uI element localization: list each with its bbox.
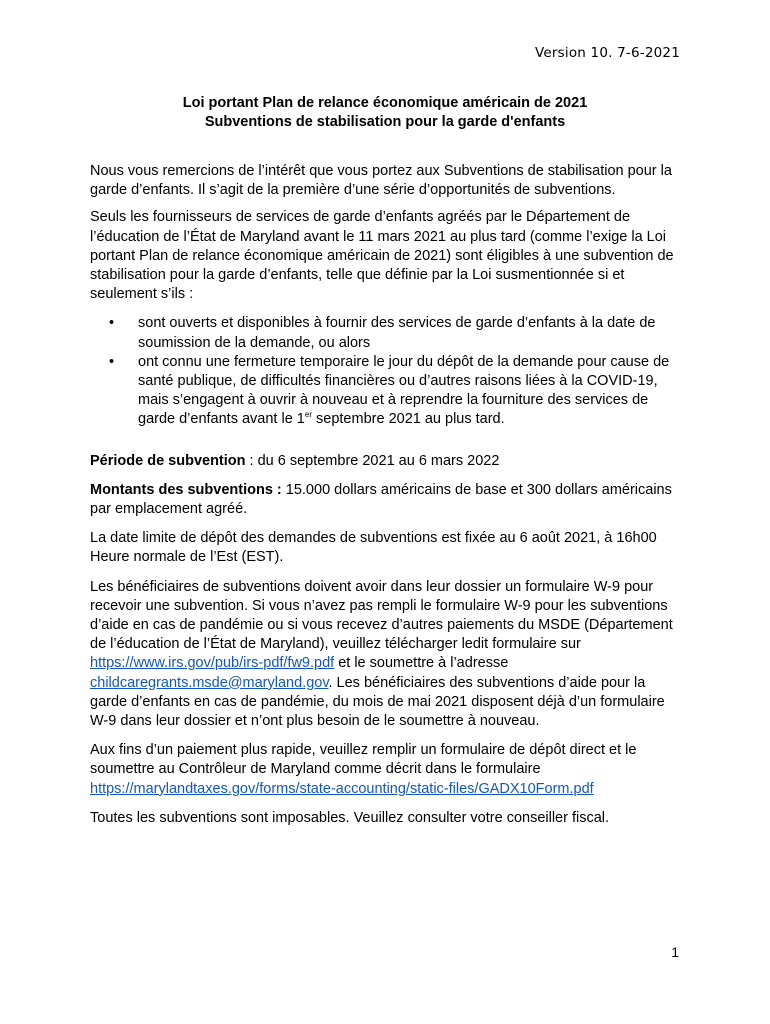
grant-amounts-label: Montants des subventions :	[90, 481, 282, 498]
condition-closure-text: ont connu une fermeture temporaire le jour du dépôt de la demande pour cause de santé publique, de difficultés financières ou d’autres raisons liées à la COVID-19, mais s’engagent à ouvrir à nouveau et à reprendre la fourniture des services de garde d’enfants avant le 1	[138, 353, 670, 428]
condition-open-text: sont ouverts et disponibles à fournir des services de garde d’enfants à la date de soumission de la demande, ou alors	[138, 315, 656, 351]
payment-text: Aux fins d’un paiement plus rapide, veuillez remplir un formulaire de dépôt direct et le soumettre au Contrôleur de Maryland comme décrit dans le formulaire	[90, 742, 637, 778]
version-label: Version 10. 7-6-2021	[535, 45, 680, 61]
payment-paragraph	[90, 741, 682, 799]
gadx10-form-link[interactable]: https://marylandtaxes.gov/forms/state-accounting/static-files/GADX10Form.pdf	[90, 780, 594, 797]
w9-text-1: Les bénéficiaires de subventions doivent avoir dans leur dossier un formulaire W-9 pour recevoir une subvention. Si vous n’avez pas rempli le formulaire W-9 pour les subventions d’aide en cas de pandémie ou si vous recevez d’autres paiements du MSDE (Département de l’éducation de l’État de Maryland), veuillez télécharger ledit formulaire sur	[90, 578, 673, 653]
grant-period-text: : du 6 septembre 2021 au 6 mars 2022	[245, 452, 500, 469]
condition-closure-text-end: septembre 2021 au plus tard.	[312, 411, 505, 428]
intro-paragraph: Nous vous remercions de l’intérêt que vous portez aux Subventions de stabilisation pour la garde d’enfants. Il s’agit de la première d’une série d’opportunités de subventions.	[90, 163, 672, 199]
w9-text-3: . Les bénéficiaires des subventions d’aide pour la garde d’enfants en cas de pandémie, du mois de mai 2021 disposent déjà d’un formulaire W-9 dans leur dossier et n’ont plus besoin de le soumettre à nouveau.	[90, 674, 665, 730]
list-item	[138, 314, 682, 352]
eligibility-paragraph: Seuls les fournisseurs de services de garde d’enfants agréés par le Département de l’éducation de l’État de Maryland avant le 11 mars 2021 au plus tard (comme l’exige la Loi portant Plan de relance économique américain de 2021) sont éligibles à une subvention de stabilisation pour la garde d’enfants, telle que définie par la Loi susmentionnée si et seulement s’ils :	[90, 209, 674, 303]
grant-amounts-text: 15.000 dollars américains de base et 300 dollars américains par emplacement agréé.	[90, 481, 672, 518]
title-line-2: Subventions de stabilisation pour la garde d'enfants	[204, 114, 566, 130]
grant-amounts-paragraph	[90, 481, 682, 519]
tax-paragraph: Toutes les subventions sont imposables. Veuillez consulter votre conseiller fiscal.	[90, 809, 610, 826]
list-item	[138, 353, 682, 430]
irs-w9-link[interactable]: https://www.irs.gov/pub/irs-pdf/fw9.pdf	[90, 655, 335, 672]
page-number: 1	[671, 944, 679, 960]
grant-period-paragraph	[90, 452, 682, 471]
document-body	[90, 162, 682, 838]
email-link[interactable]: childcaregrants.msde@maryland.gov	[90, 674, 329, 691]
ordinal-superscript: er	[304, 410, 312, 420]
deadline-paragraph: La date limite de dépôt des demandes de subventions est fixée au 6 août 2021, à 16h00 Heure normale de l’Est (EST).	[90, 530, 657, 566]
w9-paragraph	[90, 578, 682, 732]
grant-period-label: Période de subvention	[90, 452, 246, 469]
w9-text-2: et le soumettre à l’adresse	[334, 655, 509, 672]
document-title	[90, 94, 680, 132]
title-line-1: Loi portant Plan de relance économique américain de 2021	[182, 95, 588, 111]
eligibility-conditions-list	[90, 314, 682, 429]
